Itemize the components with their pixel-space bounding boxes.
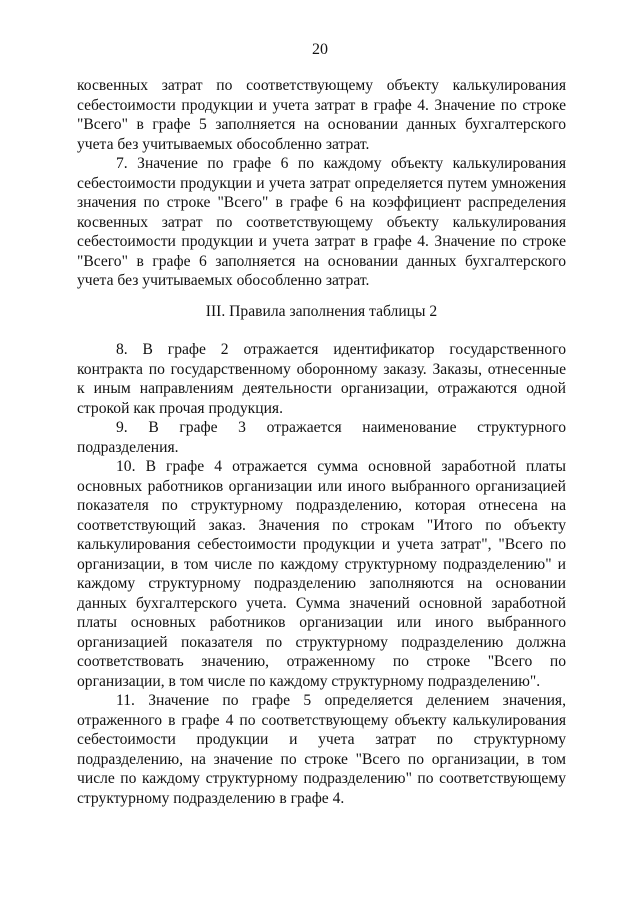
paragraph-11: 11. Значение по графе 5 определяется делением значения, отраженного в графе 4 по соответствующему объекту калькулирования себестоимости продукции и учета затрат по структурному подразделению, на значение по строке "Всего по организации, в том числе по каждому структурному подразделению" по соответствующему структурному подразделению в графе 4. bbox=[77, 692, 566, 807]
section-heading: III. Правила заполнения таблицы 2 bbox=[205, 302, 438, 320]
page-number: 20 bbox=[312, 41, 328, 58]
paragraph-7: 7. Значение по графе 6 по каждому объекту калькулирования себестоимости продукции и учета затрат определяется путем умножения значения по строке "Всего" в графе 6 на коэффициент распределения косвенных затрат по соответствующему объекту калькулирования себестоимости продукции и учета затрат в графе 4. Значение по строке "Всего" в графе 6 заполняется на основании данных бухгалтерского учета без учитываемых обособленно затрат. bbox=[77, 155, 566, 289]
paragraph-8: 8. В графе 2 отражается идентификатор государственного контракта по государственному оборонному заказу. Заказы, отнесенные к иным направлениям деятельности организации, отражаются одной строкой как прочая продукция. bbox=[77, 341, 566, 417]
paragraph-10: 10. В графе 4 отражается сумма основной заработной платы основных работников организации или иного выбранного организацией показателя по структурному подразделению, которая отнесена на соответствующий заказ. Значения по строкам "Итого по объекту калькулирования себестоимости продукции и учета затрат", "Всего по организации, в том числе по каждому структурному подразделению" и каждому структурному подразделению заполняются на основании данных бухгалтерского учета. Сумма значений основной заработной платы основных работников организации или иного выбранного организацией показателя по структурному подразделению должна соответствовать значению, отраженному по строке "Всего по организации, в том числе по каждому структурному подразделению". bbox=[77, 458, 566, 690]
paragraph-9: 9. В графе 3 отражается наименование структурного подразделения. bbox=[77, 419, 566, 456]
document-body bbox=[77, 76, 566, 808]
continuation-paragraph: косвенных затрат по соответствующему объекту калькулирования себестоимости продукции и учета затрат в графе 4. Значение по строке "Всего" в графе 5 заполняется на основании данных бухгалтерского учета без учитываемых обособленно затрат. bbox=[77, 77, 566, 153]
